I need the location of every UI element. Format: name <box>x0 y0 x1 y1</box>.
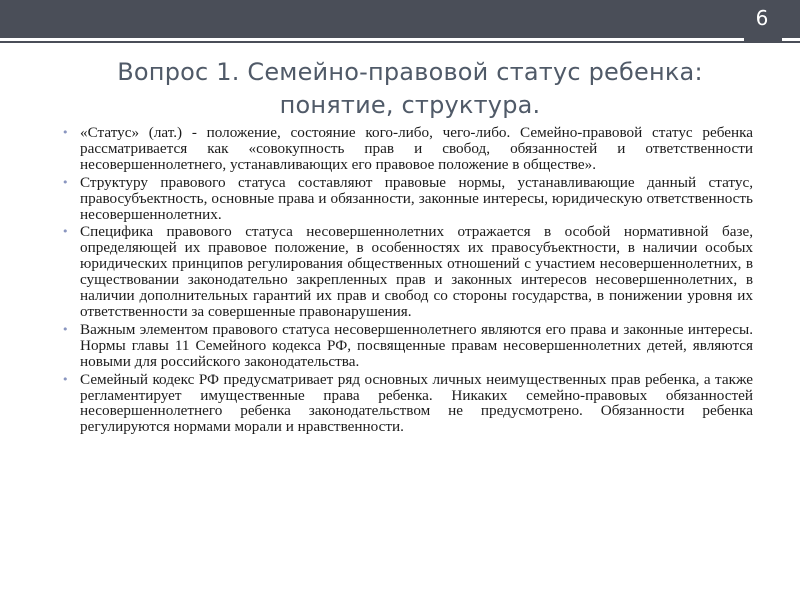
bullet-item <box>60 372 753 436</box>
header-bar <box>0 0 800 38</box>
bullet-item <box>60 322 753 370</box>
bullet-item <box>60 224 753 319</box>
bullet-text: «Статус» (лат.) - положение, состояние кого-либо, чего-либо. Семейно-правовой статус ребенка рассматривается как «совокупность прав и свобод, обязанностей и ответственности несовершеннолетнего, устанавливающих его правовое положение в обществе». <box>80 124 753 173</box>
bullet-icon: • <box>62 225 69 239</box>
header-divider <box>0 41 800 43</box>
bullet-item <box>60 125 753 173</box>
slide-title <box>70 56 750 122</box>
bullet-list <box>60 125 753 437</box>
bullet-text: Структуру правового статуса составляют правовые нормы, устанавливающие данный статус, правосубъектность, основные права и обязанности, законные интересы, юридическую ответственность несовершеннолетних. <box>80 173 753 223</box>
bullet-item <box>60 175 753 223</box>
bullet-text: Семейный кодекс РФ предусматривает ряд основных личных неимущественных прав ребенка, а также регламентирует имущественные права ребенка. Никаких семейно-правовых обязанностей несовершеннолетнего ребенка законодательством не предусмотрено. Обязанности ребенка регулируются нормами морали и нравственности. <box>80 370 753 436</box>
bullet-text: Важным элементом правового статуса несовершеннолетнего являются его права и законные интересы. Нормы главы 11 Семейного кодекса РФ, посвященные правам несовершеннолетних детей, являются новыми для российского законодательства. <box>80 320 753 370</box>
bullet-icon: • <box>62 126 69 139</box>
slide-number: 6 <box>755 6 769 30</box>
bullet-icon: • <box>62 322 69 336</box>
bullet-text: Специфика правового статуса несовершеннолетних отражается в особой нормативной базе, определяющей их правовое положение, в особенностях их правосубъектности, в наличии особых юридических принципов регулирования общественных отношений с участием несовершеннолетних, в существовании законодательно закрепленных прав и законных интересов несовершеннолетних, в наличии дополнительных гарантий их прав и свобод со стороны государства, в понижении уровня их ответственности за совершенные правонарушения. <box>80 223 753 320</box>
slide-title-line-2: понятие, структура. <box>279 91 541 119</box>
bullet-icon: • <box>62 175 69 189</box>
bullet-icon: • <box>62 372 69 386</box>
slide-title-line-1: Вопрос 1. Семейно-правовой статус ребенка: <box>117 58 703 86</box>
